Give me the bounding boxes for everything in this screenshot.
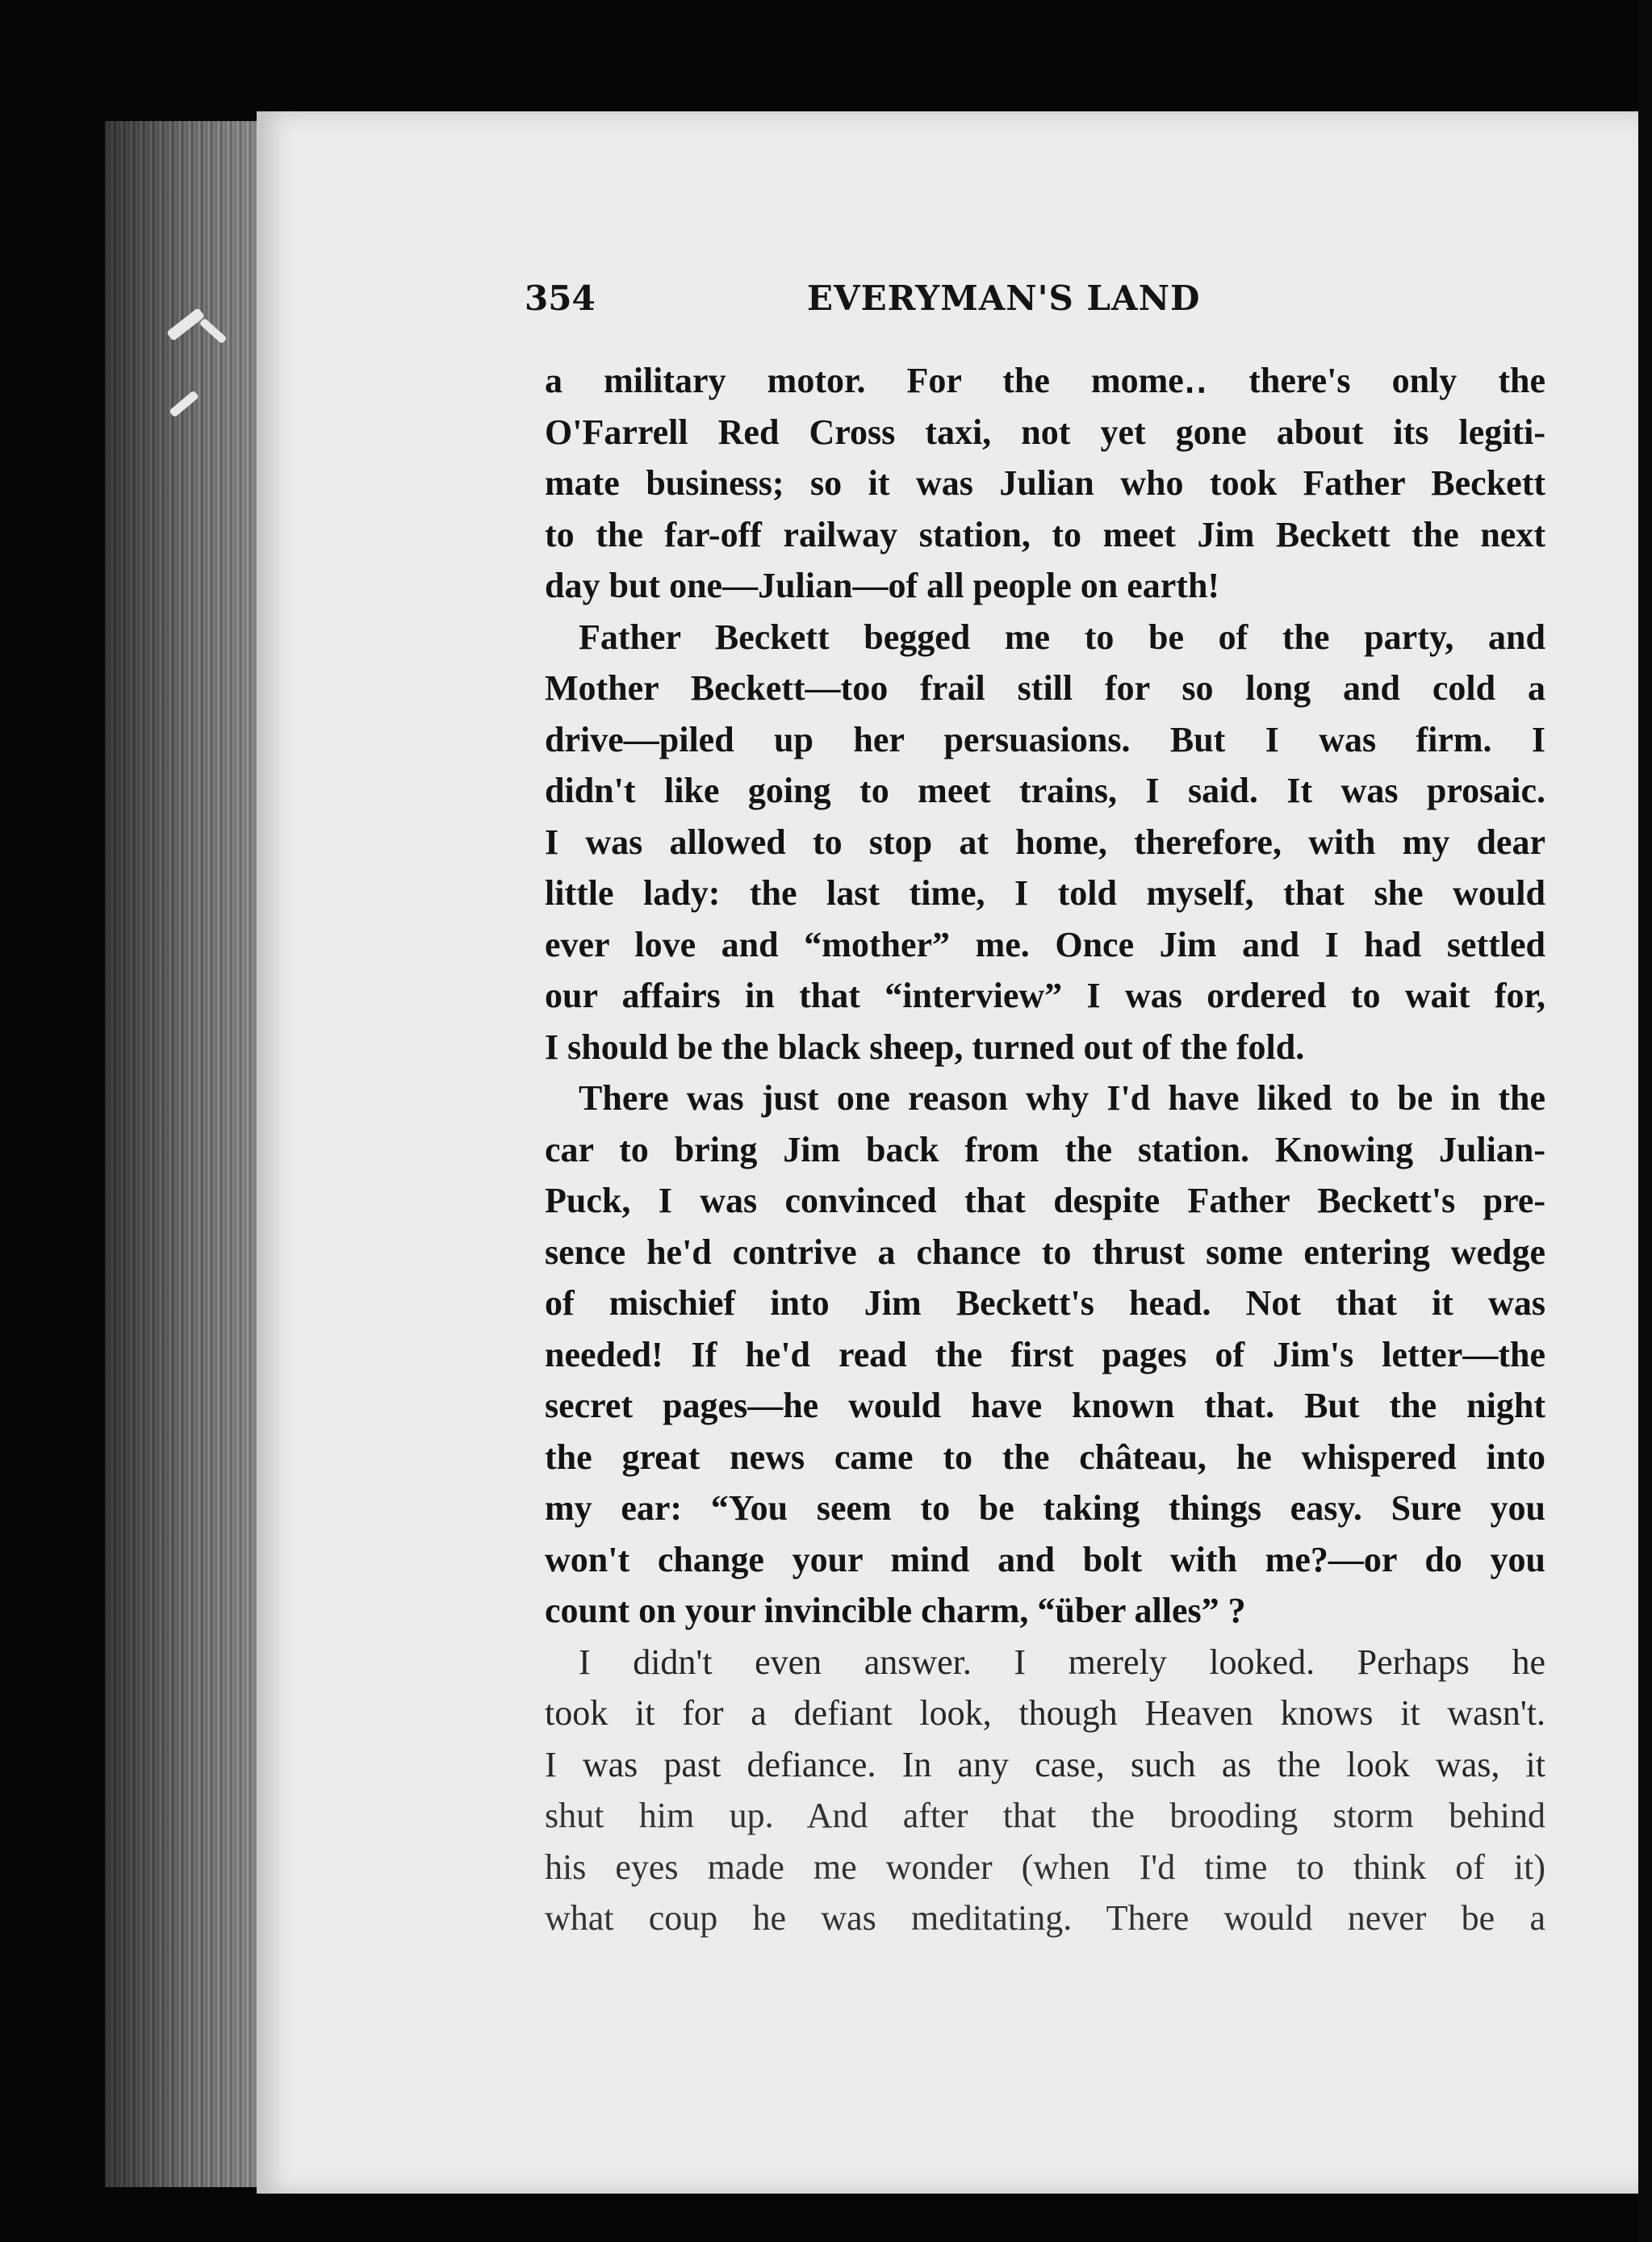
text-line: our affairs in that “interview” I was ordered to wait for,	[545, 976, 1545, 1015]
text-line: my ear: “You seem to be taking things easy. Sure you	[545, 1488, 1545, 1528]
page-header	[525, 278, 1541, 335]
text-line: Puck, I was convinced that despite Father Beckett's pre-	[545, 1181, 1545, 1220]
text-line: didn't like going to meet trains, I said. It was prosaic.	[545, 771, 1545, 810]
text-line: a military motor. For the mome‥ there's only the	[545, 361, 1545, 400]
text-line: There was just one reason why I'd have liked to be in the	[579, 1078, 1545, 1118]
text-line: his eyes made me wonder (when I'd time to think of it)	[545, 1847, 1545, 1887]
text-line: ever love and “mother” me. Once Jim and I had settled	[545, 924, 1545, 964]
text-line: Father Beckett begged me to be of the party, and	[579, 617, 1545, 657]
text-line: won't change your mind and bolt with me?—or do you	[545, 1539, 1545, 1579]
text-line: day but one—Julian—of all people on earth!	[545, 566, 1220, 605]
text-line: car to bring Jim back from the station. Knowing Julian-	[545, 1129, 1545, 1169]
text-line: drive—piled up her persuasions. But I was firm. I	[545, 719, 1545, 759]
text-line: count on your invincible charm, “über alles” ?	[545, 1591, 1246, 1630]
text-line: needed! If he'd read the first pages of Jim's letter—the	[545, 1334, 1545, 1374]
text-line: I was allowed to stop at home, therefore, with my dear	[545, 822, 1545, 862]
book-page-edges	[105, 121, 262, 2187]
text-line: mate business; so it was Julian who took Father Beckett	[545, 463, 1545, 503]
running-title: EVERYMAN'S LAND	[807, 278, 1201, 318]
body-text	[545, 355, 1545, 1944]
text-line: I should be the black sheep, turned out of the fold.	[545, 1027, 1305, 1067]
text-line: O'Farrell Red Cross taxi, not yet gone about its legiti-	[545, 412, 1545, 452]
page-number: 354	[525, 278, 596, 318]
text-line: Mother Beckett—too frail still for so long and cold a	[545, 668, 1545, 708]
text-line: of mischief into Jim Beckett's head. Not that it was	[545, 1283, 1545, 1323]
text-line: took it for a defiant look, though Heaven knows it wasn't.	[545, 1693, 1545, 1733]
text-line: I was past defiance. In any case, such as the look was, it	[545, 1744, 1545, 1784]
text-line: secret pages—he would have known that. But the night	[545, 1386, 1545, 1425]
text-line: sence he'd contrive a chance to thrust some entering wedge	[545, 1232, 1545, 1272]
text-line: to the far-off railway station, to meet Jim Beckett the next	[545, 514, 1545, 554]
text-line: I didn't even answer. I merely looked. Perhaps he	[579, 1642, 1545, 1682]
text-line: shut him up. And after that the brooding storm behind	[545, 1796, 1545, 1835]
scan-border	[1638, 0, 1652, 2242]
text-line: the great news came to the château, he whispered into	[545, 1437, 1545, 1477]
text-line: little lady: the last time, I told myself, that she would	[545, 873, 1545, 913]
text-line: what coup he was meditating. There would never be a	[545, 1898, 1545, 1938]
